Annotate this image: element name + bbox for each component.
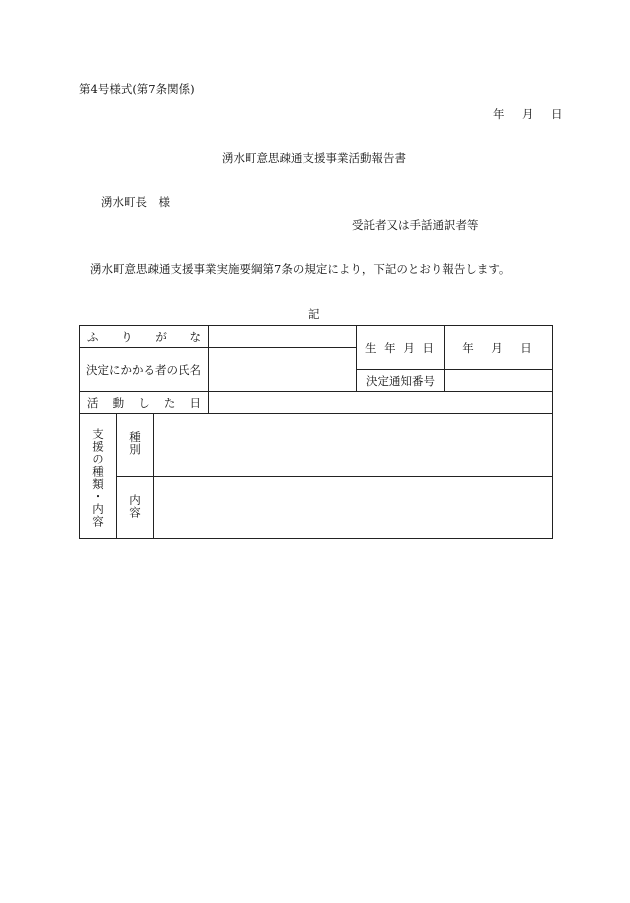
furigana-char: り <box>121 329 133 344</box>
ki-label: 記 <box>308 307 320 321</box>
birth-date-value-cell[interactable] <box>445 326 553 370</box>
notice-number-label: 決定通知番号 <box>366 373 436 388</box>
support-label: 支援の種類・内容 <box>91 428 105 528</box>
furigana-char: が <box>155 329 167 344</box>
name-label-cell <box>80 348 209 392</box>
content-label-cell <box>117 477 154 539</box>
furigana-value-cell[interactable] <box>209 326 357 348</box>
type-value-cell[interactable] <box>154 414 553 477</box>
addressee: 湧水町長 様 <box>101 195 170 209</box>
birth-date-label: 生 年 月 日 <box>365 340 436 355</box>
name-label: 決定にかかる者の氏名 <box>86 362 201 377</box>
name-value-cell[interactable] <box>209 348 357 392</box>
birth-date-value: 年 月 日 <box>462 340 535 355</box>
activity-date-char: 活 <box>87 395 99 410</box>
content-value-cell[interactable] <box>154 477 553 539</box>
activity-date-char: 日 <box>189 395 201 410</box>
form-number: 第4号様式(第7条関係) <box>79 82 195 96</box>
notice-number-label-cell <box>357 370 445 392</box>
notice-number-value-cell[interactable] <box>445 370 553 392</box>
birth-date-label-cell <box>357 326 445 370</box>
support-label-cell <box>80 414 117 539</box>
body-text: 湧水町意思疎通支援事業実施要綱第7条の規定により，下記のとおり報告します。 <box>90 262 511 276</box>
furigana-char: ふ <box>87 329 99 344</box>
date-line: 年 月 日 <box>493 107 566 121</box>
activity-date-value-cell[interactable] <box>209 392 553 414</box>
activity-date-char: た <box>163 395 176 410</box>
furigana-label-cell <box>80 326 209 348</box>
activity-date-char: し <box>138 395 150 410</box>
activity-date-label-cell <box>80 392 209 414</box>
furigana-char: な <box>189 329 202 344</box>
report-table <box>79 325 553 539</box>
type-label-cell <box>117 414 154 477</box>
type-label: 種別 <box>128 431 142 456</box>
activity-date-char: 動 <box>112 395 125 410</box>
reporter: 受託者又は手話通訳者等 <box>352 218 479 232</box>
document-title: 湧水町意思疎通支援事業活動報告書 <box>222 151 406 165</box>
content-label: 内容 <box>128 493 142 519</box>
